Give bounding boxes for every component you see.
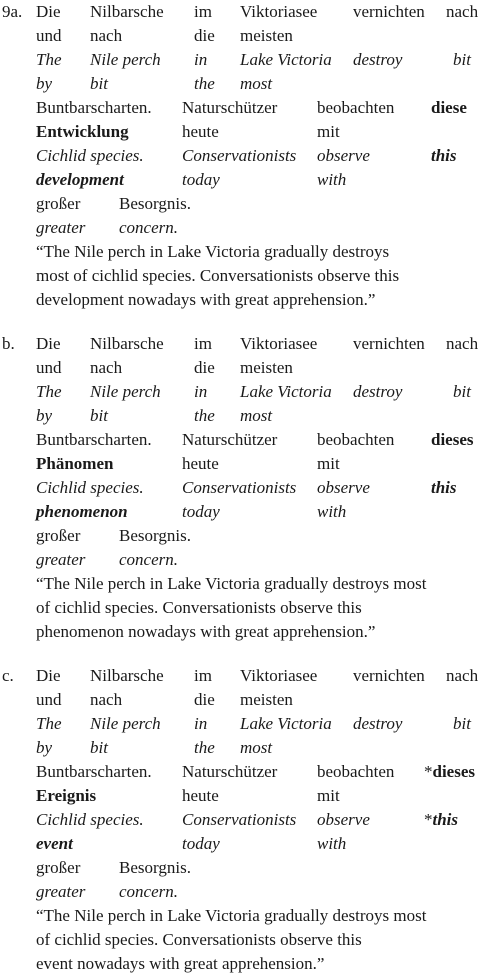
word-highlight: dieses: [431, 430, 474, 449]
gloss: concern.: [119, 882, 179, 901]
german-line-3: [0, 428, 490, 452]
word: meisten: [240, 26, 293, 45]
word: Viktoriasee: [240, 666, 318, 685]
asterisk: *: [424, 810, 433, 829]
gloss: Cichlid species.: [36, 810, 144, 829]
german-line-1: [0, 664, 490, 688]
gloss: bit: [453, 714, 471, 733]
word: nach: [90, 690, 123, 709]
gloss: bit: [90, 74, 108, 93]
translation: [36, 572, 490, 644]
gloss-line-5: [0, 216, 490, 240]
word: Naturschützer: [182, 762, 278, 781]
word: mit: [317, 454, 340, 473]
gloss-line-5: [0, 880, 490, 904]
word: meisten: [240, 690, 293, 709]
translation-line: development nowadays with great apprehension.”: [36, 290, 376, 309]
german-line-4: [0, 452, 490, 476]
translation-line: “The Nile perch in Lake Victoria gradually destroys: [36, 242, 390, 261]
word: Nilbarsche: [90, 334, 164, 353]
german-line-3: [0, 96, 490, 120]
german-line-1: [0, 0, 490, 24]
word: vernichten: [353, 334, 425, 353]
gloss-highlight: event: [36, 834, 73, 853]
gloss-line-2: [0, 404, 490, 428]
gloss: the: [194, 738, 215, 757]
word: Naturschützer: [182, 430, 278, 449]
gloss: greater: [36, 882, 86, 901]
word: Buntbarscharten.: [36, 98, 152, 117]
word: die: [194, 690, 215, 709]
word: nach: [446, 2, 479, 21]
gloss: most: [240, 406, 273, 425]
gloss: bit: [90, 406, 108, 425]
gloss: Nile perch: [90, 382, 161, 401]
word: beobachten: [317, 98, 395, 117]
gloss: today: [182, 502, 220, 521]
gloss: in: [194, 382, 208, 401]
translation: [36, 904, 490, 976]
word: Naturschützer: [182, 98, 278, 117]
word: Nilbarsche: [90, 666, 164, 685]
word: großer: [36, 526, 81, 545]
word: Nilbarsche: [90, 2, 164, 21]
word: großer: [36, 194, 81, 213]
word: und: [36, 690, 62, 709]
gloss: bit: [453, 50, 471, 69]
gloss: in: [194, 50, 208, 69]
word-highlight: Ereignis: [36, 786, 97, 805]
word-highlight: Phänomen: [36, 454, 114, 473]
word: nach: [90, 358, 123, 377]
gloss-line-3: [0, 144, 490, 168]
word: die: [194, 26, 215, 45]
german-line-4: [0, 120, 490, 144]
gloss-highlight: this: [432, 810, 459, 829]
example-label: 9a.: [2, 2, 23, 21]
gloss: the: [194, 406, 215, 425]
word: nach: [90, 26, 123, 45]
gloss: by: [36, 738, 53, 757]
gloss-line-2: [0, 72, 490, 96]
word: Die: [36, 334, 61, 353]
gloss: bit: [90, 738, 108, 757]
translation-line: most of cichlid species. Conversationists observe this: [36, 266, 400, 285]
gloss-line-4: [0, 168, 490, 192]
gloss: greater: [36, 218, 86, 237]
gloss: Lake Victoria: [240, 50, 332, 69]
gloss: observe: [317, 810, 370, 829]
german-line-2: [0, 356, 490, 380]
word: heute: [182, 786, 219, 805]
word: nach: [446, 334, 479, 353]
word: vernichten: [353, 666, 425, 685]
ungrammatical-marker: [424, 808, 458, 832]
word: vernichten: [353, 2, 425, 21]
gloss: with: [317, 502, 347, 521]
gloss: greater: [36, 550, 86, 569]
german-line-1: [0, 332, 490, 356]
word: im: [194, 334, 212, 353]
gloss: destroy: [353, 382, 403, 401]
word: großer: [36, 858, 81, 877]
gloss-highlight: this: [431, 478, 457, 497]
gloss-line-5: [0, 548, 490, 572]
gloss: Conservationists: [182, 478, 297, 497]
gloss: today: [182, 170, 220, 189]
word: Viktoriasee: [240, 334, 318, 353]
translation-line: phenomenon nowadays with great apprehension.”: [36, 622, 376, 641]
german-line-5: [0, 856, 490, 880]
word-highlight: diese: [431, 98, 467, 117]
word: meisten: [240, 358, 293, 377]
translation: [36, 240, 490, 312]
gloss: The: [36, 382, 62, 401]
word: Besorgnis.: [119, 194, 191, 213]
german-line-4: [0, 784, 490, 808]
gloss: by: [36, 74, 53, 93]
gloss-line-1: [0, 380, 490, 404]
gloss: destroy: [353, 714, 403, 733]
translation-line: event nowadays with great apprehension.”: [36, 954, 325, 973]
word: Die: [36, 666, 61, 685]
word: und: [36, 358, 62, 377]
word: Besorgnis.: [119, 526, 191, 545]
gloss: observe: [317, 146, 370, 165]
gloss: concern.: [119, 218, 179, 237]
gloss: Conservationists: [182, 810, 297, 829]
gloss: destroy: [353, 50, 403, 69]
asterisk: *: [424, 762, 433, 781]
gloss: today: [182, 834, 220, 853]
word: im: [194, 2, 212, 21]
gloss: observe: [317, 478, 370, 497]
gloss-highlight: this: [431, 146, 457, 165]
word: mit: [317, 122, 340, 141]
gloss: by: [36, 406, 53, 425]
example-label: c.: [2, 666, 14, 685]
gloss-highlight: phenomenon: [36, 502, 128, 521]
gloss-line-1: [0, 48, 490, 72]
gloss: Lake Victoria: [240, 714, 332, 733]
word-highlight: Entwicklung: [36, 122, 129, 141]
gloss-line-2: [0, 736, 490, 760]
gloss: most: [240, 738, 273, 757]
gloss-line-3: [0, 808, 490, 832]
translation-line: of cichlid species. Conversationists observe this: [36, 930, 362, 949]
gloss: concern.: [119, 550, 179, 569]
gloss: Nile perch: [90, 714, 161, 733]
german-line-2: [0, 688, 490, 712]
gloss-line-4: [0, 500, 490, 524]
translation-line: “The Nile perch in Lake Victoria gradually destroys most: [36, 574, 427, 593]
gloss: Lake Victoria: [240, 382, 332, 401]
word: mit: [317, 786, 340, 805]
german-line-3: [0, 760, 490, 784]
word: Besorgnis.: [119, 858, 191, 877]
word: heute: [182, 122, 219, 141]
word: im: [194, 666, 212, 685]
gloss-line-4: [0, 832, 490, 856]
word: nach: [446, 666, 479, 685]
german-line-5: [0, 192, 490, 216]
german-line-2: [0, 24, 490, 48]
gloss: with: [317, 170, 347, 189]
gloss: bit: [453, 382, 471, 401]
word: Buntbarscharten.: [36, 430, 152, 449]
gloss: Nile perch: [90, 50, 161, 69]
word: Buntbarscharten.: [36, 762, 152, 781]
gloss: in: [194, 714, 208, 733]
gloss: The: [36, 50, 62, 69]
gloss: Cichlid species.: [36, 478, 144, 497]
word: heute: [182, 454, 219, 473]
word: Die: [36, 2, 61, 21]
word: die: [194, 358, 215, 377]
german-line-5: [0, 524, 490, 548]
gloss: Conservationists: [182, 146, 297, 165]
word: beobachten: [317, 430, 395, 449]
translation-line: of cichlid species. Conversationists observe this: [36, 598, 362, 617]
translation-line: “The Nile perch in Lake Victoria gradually destroys most: [36, 906, 427, 925]
word: beobachten: [317, 762, 395, 781]
word-highlight: dieses: [432, 762, 475, 781]
word: und: [36, 26, 62, 45]
gloss-line-3: [0, 476, 490, 500]
gloss-highlight: development: [36, 170, 124, 189]
gloss: Cichlid species.: [36, 146, 144, 165]
gloss: the: [194, 74, 215, 93]
gloss: with: [317, 834, 347, 853]
gloss: most: [240, 74, 273, 93]
ungrammatical-marker: [424, 760, 475, 784]
gloss-line-1: [0, 712, 490, 736]
example-label: b.: [2, 334, 15, 353]
gloss: The: [36, 714, 62, 733]
word: Viktoriasee: [240, 2, 318, 21]
